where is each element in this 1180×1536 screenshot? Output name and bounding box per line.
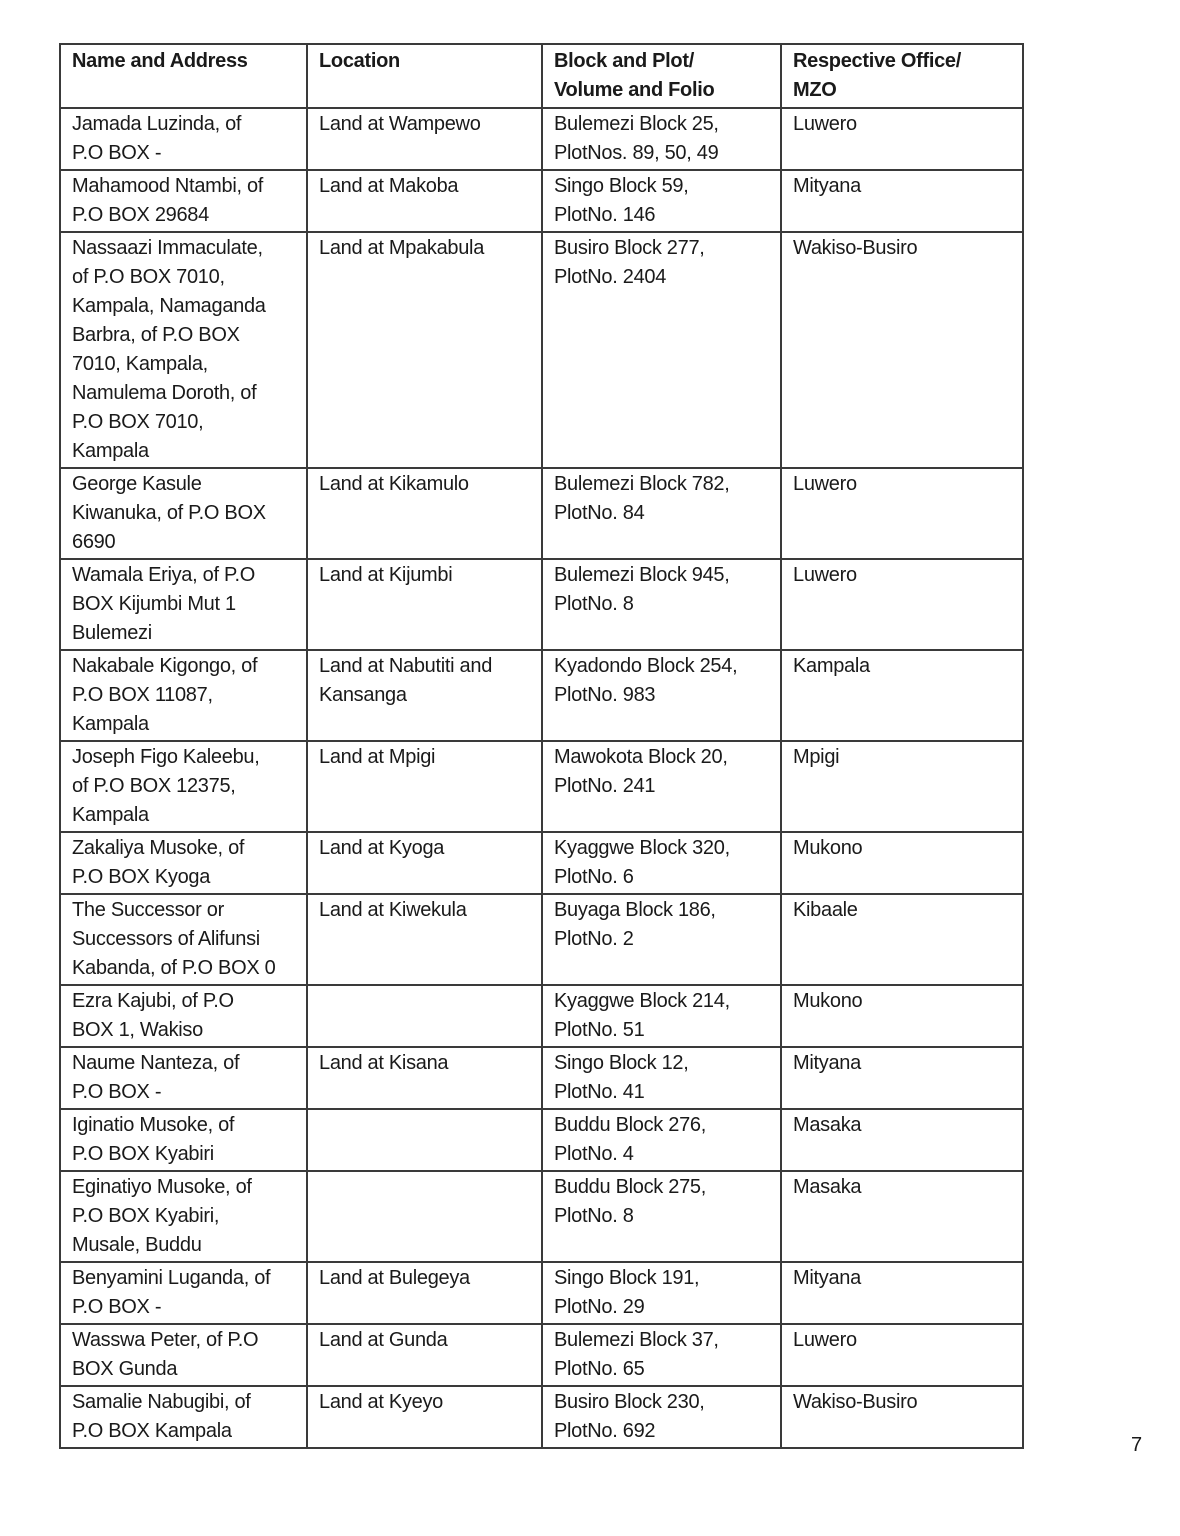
table-row	[60, 985, 1023, 1047]
cell-office: Luwero	[781, 108, 1023, 170]
cell-location: Land at Gunda	[307, 1324, 542, 1386]
cell-name-address: Benyamini Luganda, of P.O BOX -	[60, 1262, 307, 1324]
cell-location	[307, 1109, 542, 1171]
cell-office: Mityana	[781, 170, 1023, 232]
cell-name-address: Mahamood Ntambi, of P.O BOX 29684	[60, 170, 307, 232]
cell-name-address: Nakabale Kigongo, of P.O BOX 11087, Kampala	[60, 650, 307, 741]
cell-office: Mpigi	[781, 741, 1023, 832]
cell-location: Land at Kijumbi	[307, 559, 542, 650]
cell-office: Wakiso-Busiro	[781, 1386, 1023, 1448]
header-respective-office: Respective Office/ MZO	[781, 44, 1023, 108]
table-row	[60, 832, 1023, 894]
cell-name-address: Wamala Eriya, of P.O BOX Kijumbi Mut 1 Bulemezi	[60, 559, 307, 650]
table-row	[60, 1047, 1023, 1109]
cell-location: Land at Kiwekula	[307, 894, 542, 985]
cell-block-plot: Mawokota Block 20, PlotNo. 241	[542, 741, 781, 832]
cell-block-plot: Busiro Block 230, PlotNo. 692	[542, 1386, 781, 1448]
cell-location: Land at Kyeyo	[307, 1386, 542, 1448]
cell-office: Mityana	[781, 1047, 1023, 1109]
header-location: Location	[307, 44, 542, 108]
table-row	[60, 232, 1023, 468]
cell-location	[307, 985, 542, 1047]
cell-name-address: Naume Nanteza, of P.O BOX -	[60, 1047, 307, 1109]
cell-location: Land at Makoba	[307, 170, 542, 232]
cell-office: Kampala	[781, 650, 1023, 741]
cell-block-plot: Buddu Block 275, PlotNo. 8	[542, 1171, 781, 1262]
table-row	[60, 108, 1023, 170]
cell-block-plot: Kyadondo Block 254, PlotNo. 983	[542, 650, 781, 741]
cell-office: Kibaale	[781, 894, 1023, 985]
page-number: 7	[1131, 1434, 1143, 1456]
cell-name-address: Nassaazi Immaculate, of P.O BOX 7010, Kampala, Namaganda Barbra, of P.O BOX 7010, Kampala, Namulema Doroth, of P.O BOX 7010, Kampala	[60, 232, 307, 468]
table-row	[60, 1262, 1023, 1324]
cell-block-plot: Singo Block 12, PlotNo. 41	[542, 1047, 781, 1109]
cell-office: Masaka	[781, 1171, 1023, 1262]
table-row	[60, 1386, 1023, 1448]
table-header-row	[60, 44, 1023, 108]
cell-name-address: Iginatio Musoke, of P.O BOX Kyabiri	[60, 1109, 307, 1171]
cell-location: Land at Mpigi	[307, 741, 542, 832]
cell-location: Land at Bulegeya	[307, 1262, 542, 1324]
cell-location: Land at Mpakabula	[307, 232, 542, 468]
cell-office: Wakiso-Busiro	[781, 232, 1023, 468]
cell-office: Mukono	[781, 832, 1023, 894]
cell-location: Land at Kisana	[307, 1047, 542, 1109]
cell-name-address: George Kasule Kiwanuka, of P.O BOX 6690	[60, 468, 307, 559]
cell-name-address: Wasswa Peter, of P.O BOX Gunda	[60, 1324, 307, 1386]
cell-office: Masaka	[781, 1109, 1023, 1171]
table-row	[60, 741, 1023, 832]
cell-block-plot: Bulemezi Block 37, PlotNo. 65	[542, 1324, 781, 1386]
cell-office: Luwero	[781, 559, 1023, 650]
cell-location: Land at Kyoga	[307, 832, 542, 894]
cell-location	[307, 1171, 542, 1262]
cell-block-plot: Buddu Block 276, PlotNo. 4	[542, 1109, 781, 1171]
cell-name-address: Samalie Nabugibi, of P.O BOX Kampala	[60, 1386, 307, 1448]
cell-office: Luwero	[781, 468, 1023, 559]
cell-location: Land at Kikamulo	[307, 468, 542, 559]
table-row	[60, 559, 1023, 650]
cell-name-address: Jamada Luzinda, of P.O BOX -	[60, 108, 307, 170]
cell-name-address: Zakaliya Musoke, of P.O BOX Kyoga	[60, 832, 307, 894]
cell-block-plot: Busiro Block 277, PlotNo. 2404	[542, 232, 781, 468]
cell-block-plot: Kyaggwe Block 320, PlotNo. 6	[542, 832, 781, 894]
cell-name-address: Ezra Kajubi, of P.O BOX 1, Wakiso	[60, 985, 307, 1047]
cell-block-plot: Kyaggwe Block 214, PlotNo. 51	[542, 985, 781, 1047]
cell-block-plot: Bulemezi Block 945, PlotNo. 8	[542, 559, 781, 650]
cell-location: Land at Wampewo	[307, 108, 542, 170]
cell-name-address: Eginatiyo Musoke, of P.O BOX Kyabiri, Musale, Buddu	[60, 1171, 307, 1262]
table-row	[60, 894, 1023, 985]
cell-block-plot: Singo Block 191, PlotNo. 29	[542, 1262, 781, 1324]
cell-office: Mityana	[781, 1262, 1023, 1324]
table-row	[60, 650, 1023, 741]
table-row	[60, 1109, 1023, 1171]
cell-block-plot: Bulemezi Block 782, PlotNo. 84	[542, 468, 781, 559]
land-records-table	[59, 43, 1024, 1449]
cell-office: Luwero	[781, 1324, 1023, 1386]
cell-location: Land at Nabutiti and Kansanga	[307, 650, 542, 741]
table-row	[60, 468, 1023, 559]
table-row	[60, 170, 1023, 232]
header-block-and-plot: Block and Plot/ Volume and Folio	[542, 44, 781, 108]
cell-name-address: The Successor or Successors of Alifunsi Kabanda, of P.O BOX 0	[60, 894, 307, 985]
header-name-and-address: Name and Address	[60, 44, 307, 108]
cell-block-plot: Singo Block 59, PlotNo. 146	[542, 170, 781, 232]
cell-name-address: Joseph Figo Kaleebu, of P.O BOX 12375, Kampala	[60, 741, 307, 832]
cell-office: Mukono	[781, 985, 1023, 1047]
table-row	[60, 1171, 1023, 1262]
cell-block-plot: Bulemezi Block 25, PlotNos. 89, 50, 49	[542, 108, 781, 170]
table-row	[60, 1324, 1023, 1386]
cell-block-plot: Buyaga Block 186, PlotNo. 2	[542, 894, 781, 985]
